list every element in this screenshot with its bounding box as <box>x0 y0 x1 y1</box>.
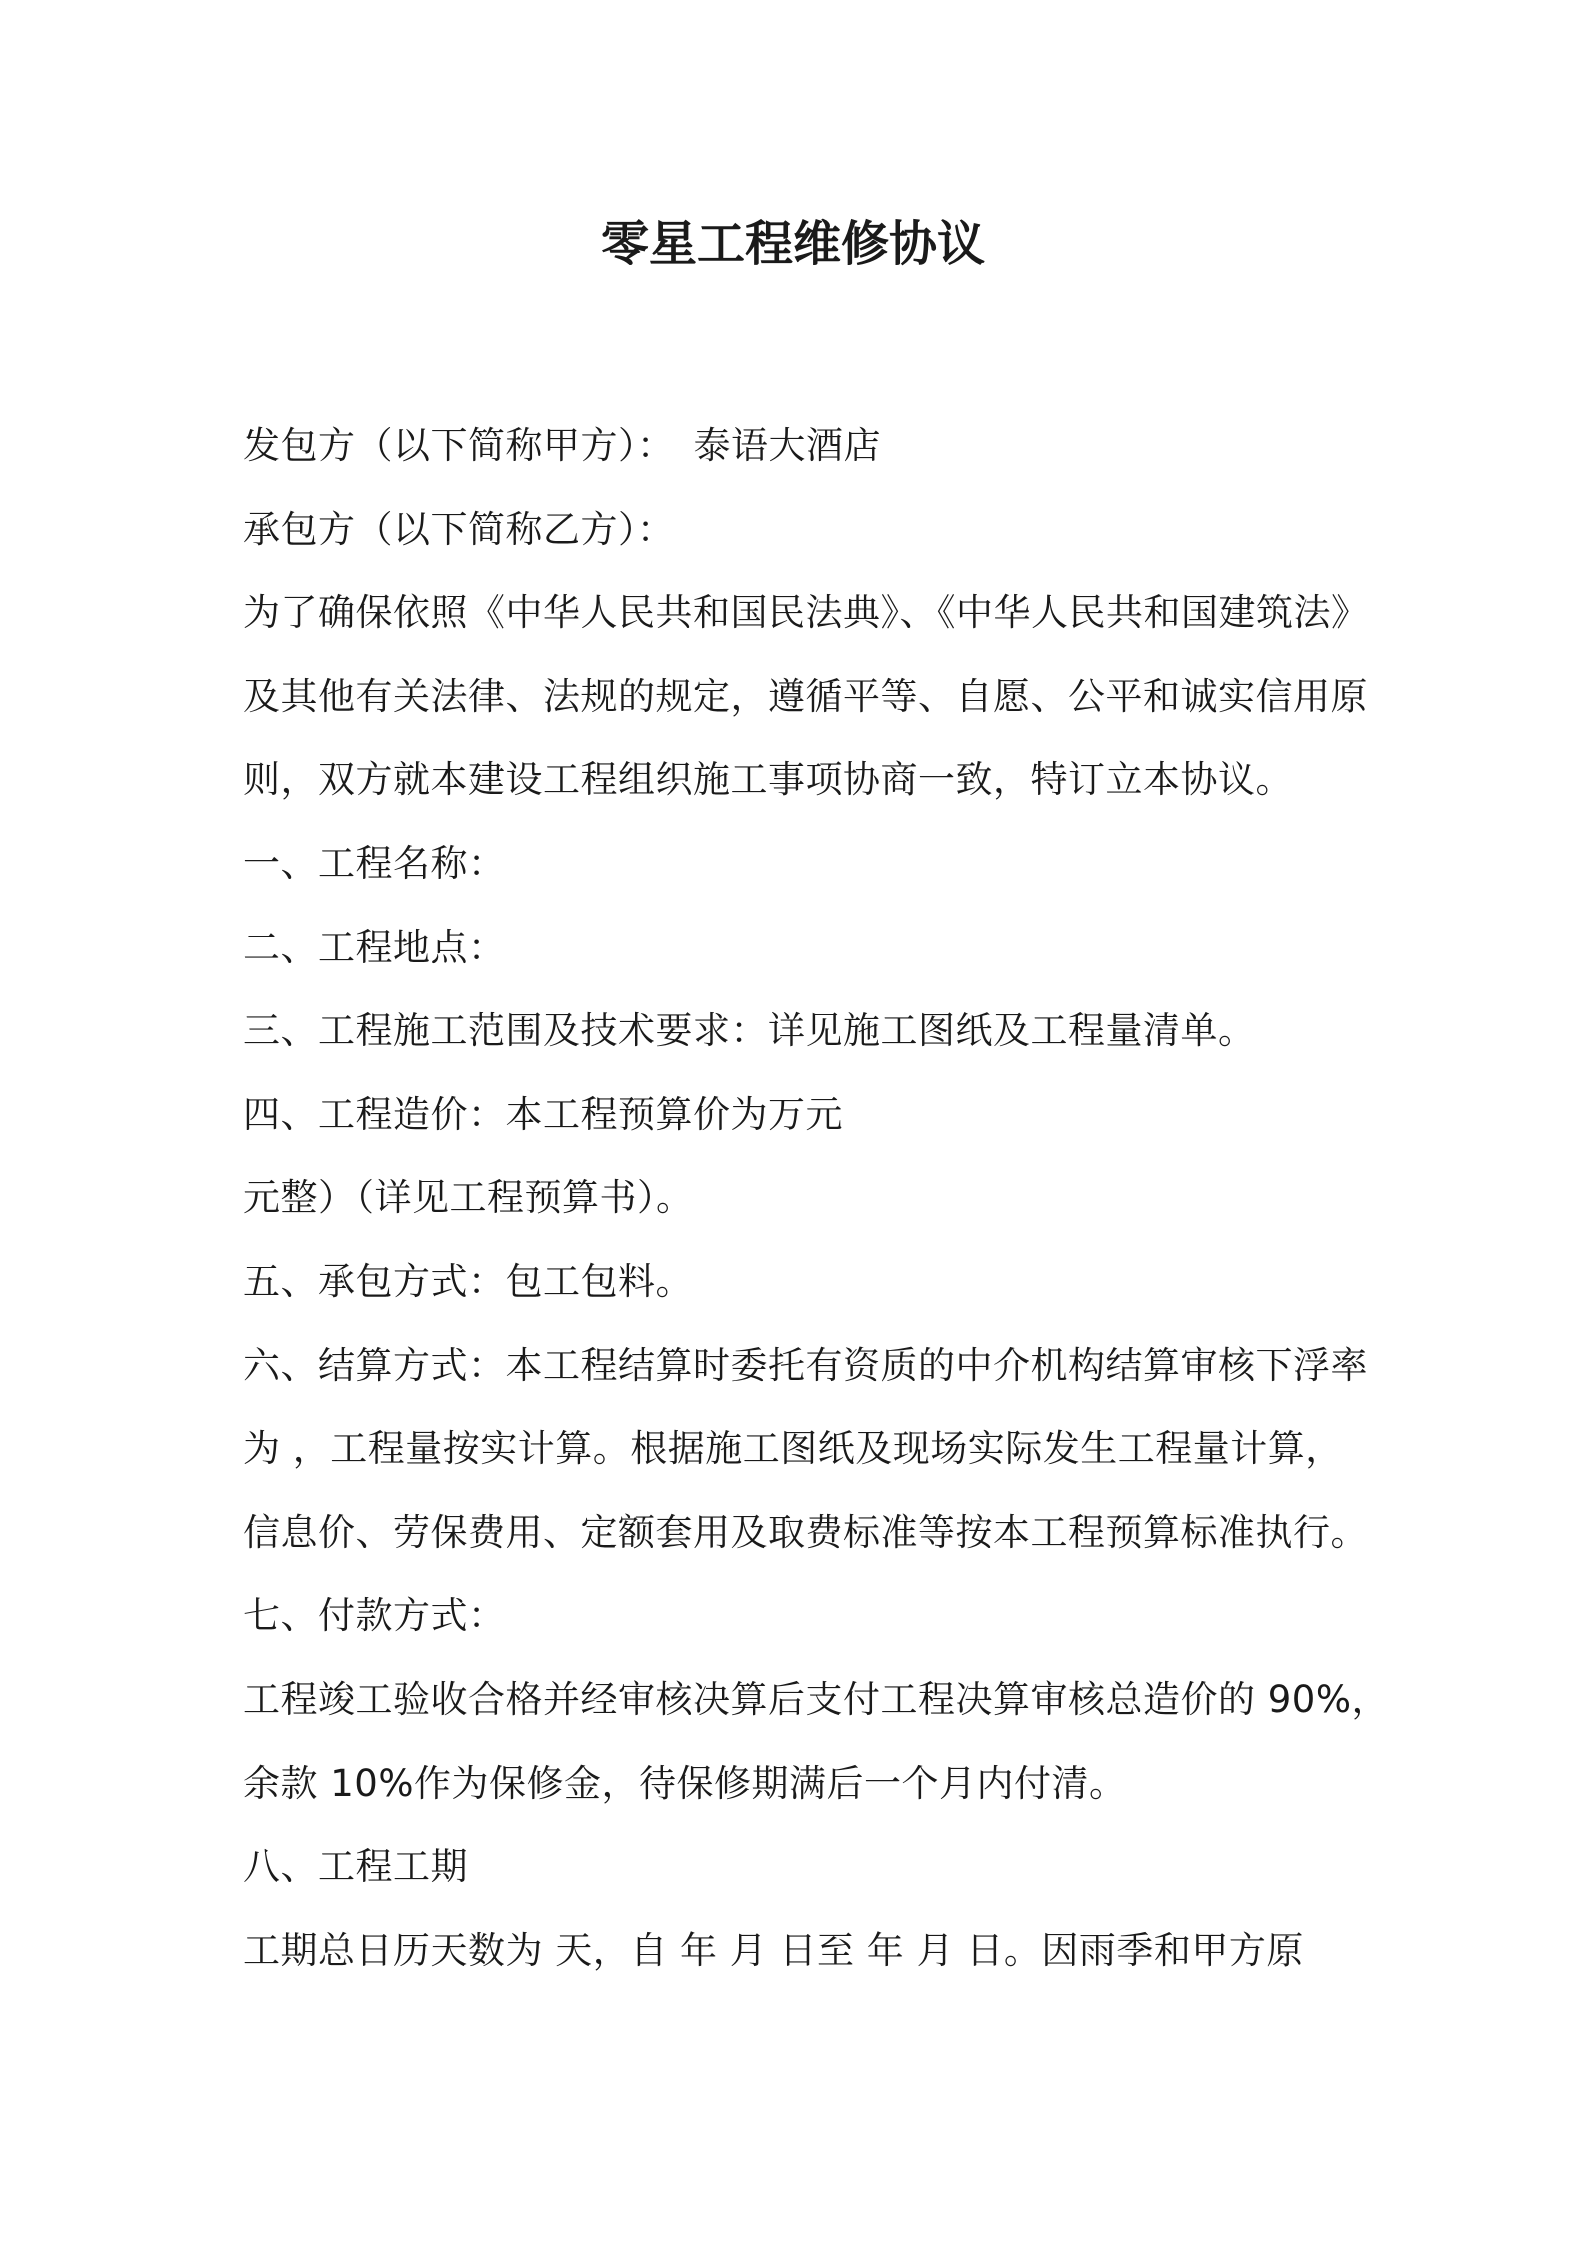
line-payment-1: 工程竣工验收合格并经审核决算后支付工程决算审核总造价的 90%， <box>243 1677 1389 1721</box>
line-contract-mode: 五、承包方式：包工包料。 <box>243 1259 693 1303</box>
line-settlement-1: 六、结算方式：本工程结算时委托有资质的中介机构结算审核下浮率 <box>243 1343 1368 1387</box>
line-client: 发包方（以下简称甲方）： 泰语大酒店 <box>243 424 881 467</box>
line-payment-heading: 七、付款方式： <box>243 1594 506 1638</box>
line-preamble-3: 则，双方就本建设工程组织施工事项协商一致，特订立本协议。 <box>243 758 1293 802</box>
line-schedule-heading: 八、工程工期 <box>243 1845 468 1889</box>
line-contractor: 承包方（以下简称乙方）： <box>243 507 675 551</box>
line-project-name: 一、工程名称： <box>243 841 506 885</box>
line-settlement-3: 信息价、劳保费用、定额套用及取费标准等按本工程预算标准执行。 <box>243 1510 1368 1554</box>
line-preamble-2: 及其他有关法律、法规的规定，遵循平等、自愿、公平和诚实信用原 <box>243 674 1368 718</box>
line-payment-2: 余款 10%作为保修金，待保修期满后一个月内付清。 <box>243 1761 1127 1805</box>
document-title: 零星工程维修协议 <box>600 216 985 272</box>
line-scope: 三、工程施工范围及技术要求：详见施工图纸及工程量清单。 <box>243 1009 1256 1053</box>
line-cost-cont: 元整）（详见工程预算书）。 <box>243 1176 694 1220</box>
line-settlement-2: 为 ，工程量按实计算。根据施工图纸及现场实际发生工程量计算， <box>243 1427 1343 1471</box>
line-project-location: 二、工程地点： <box>243 925 506 969</box>
line-cost: 四、工程造价：本工程预算价为万元 <box>243 1092 843 1136</box>
line-preamble-1: 为了确保依照《中华人民共和国民法典》、《中华人民共和国建筑法》 <box>243 591 1369 635</box>
line-schedule-1: 工期总日历天数为 天，自 年 月 日至 年 月 日。因雨季和甲方原 <box>243 1928 1304 1972</box>
agreement-body <box>243 404 1389 1992</box>
